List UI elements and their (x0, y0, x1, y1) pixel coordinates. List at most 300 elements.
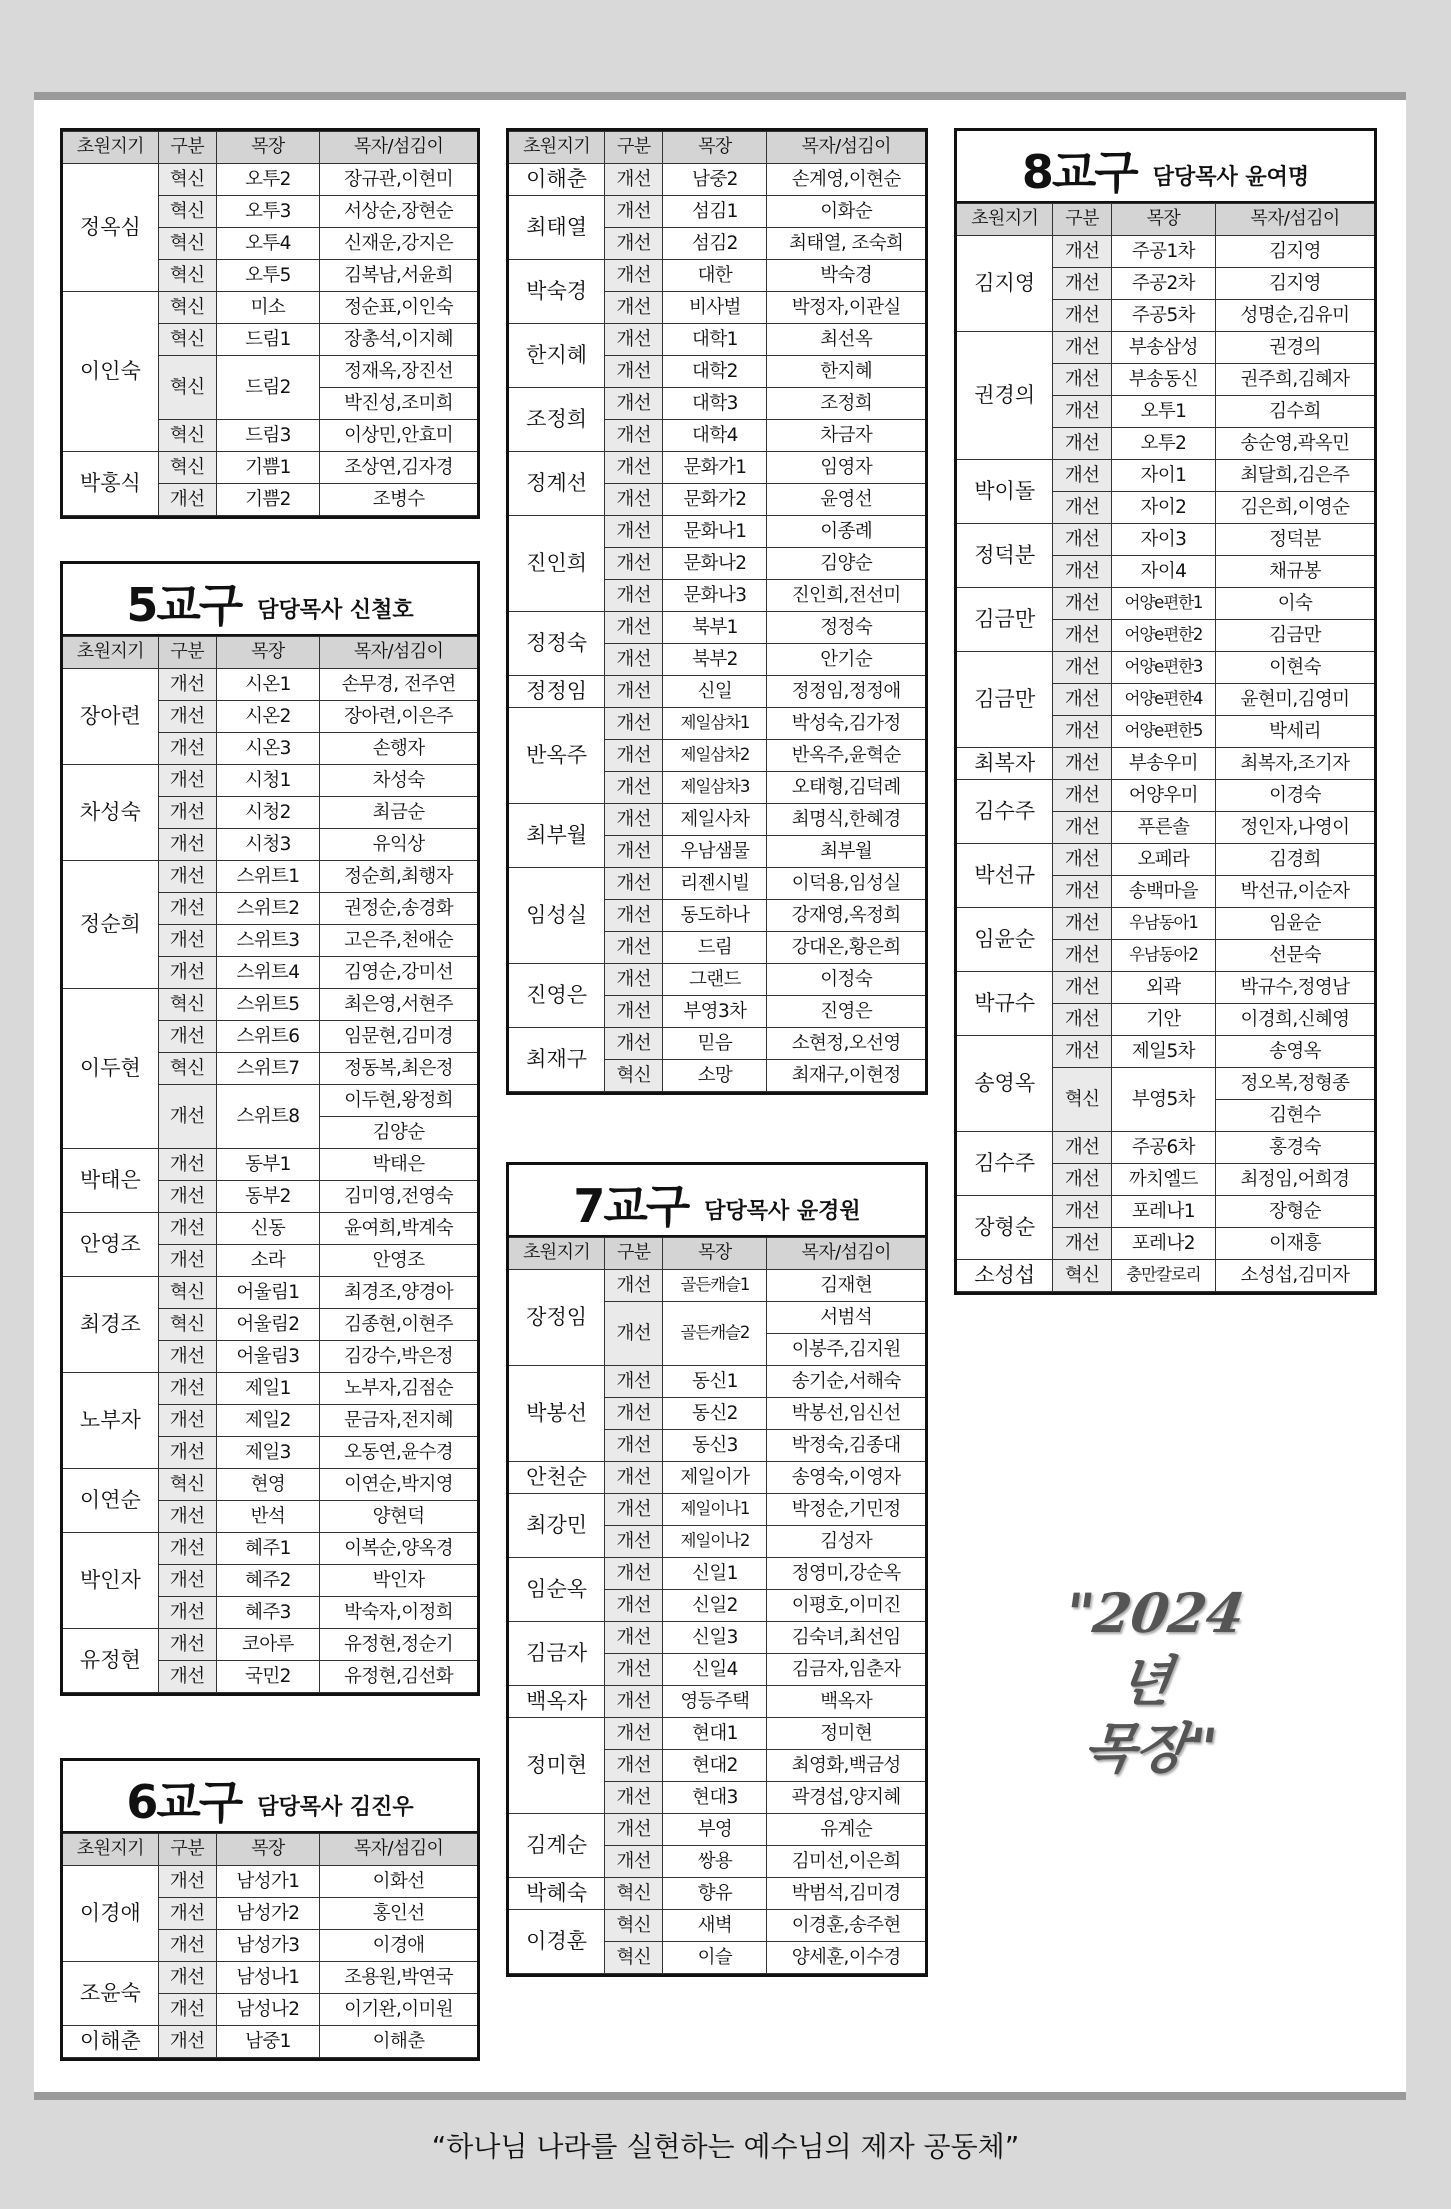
shepherd-names: 이재흥 (1216, 1228, 1374, 1260)
group-name: 혜주2 (216, 1565, 320, 1597)
group-leader: 장정임 (509, 1270, 605, 1366)
type-cell: 개선 (1053, 332, 1111, 364)
shepherd-names: 이화선 (320, 1866, 477, 1898)
group-name: 시청2 (216, 797, 320, 829)
type-cell: 개선 (158, 797, 216, 829)
shepherd-names: 송순영,곽옥민 (1216, 428, 1374, 460)
district-title (63, 564, 477, 636)
table-row (63, 989, 477, 1021)
type-cell: 개선 (158, 1181, 216, 1213)
group-name: 동부2 (216, 1181, 320, 1213)
shepherd-names: 권정순,송경화 (320, 893, 477, 925)
district-table (957, 203, 1374, 1292)
shepherd-names: 장규관,이현미 (320, 164, 477, 196)
shepherd-names: 정순희,최행자 (320, 861, 477, 893)
group-name: 포레나1 (1111, 1196, 1215, 1228)
shepherd-names: 최영화,백금성 (767, 1750, 925, 1782)
group-leader: 박홍식 (63, 452, 158, 516)
shepherd-names: 김지영 (1216, 268, 1374, 300)
group-name: 제일삼차3 (663, 772, 767, 804)
shepherd-names: 성명순,김유미 (1216, 300, 1374, 332)
type-cell: 개선 (158, 1021, 216, 1053)
table-row (509, 676, 925, 708)
table-row (63, 452, 477, 484)
column-header: 목자/섬김이 (320, 132, 477, 164)
type-cell: 개선 (605, 804, 663, 836)
group-name: 스위트8 (216, 1085, 320, 1149)
group-leader: 김금만 (957, 652, 1053, 748)
group-leader: 박태은 (63, 1149, 158, 1213)
group-name: 제일3 (216, 1437, 320, 1469)
column-header: 목장 (216, 132, 320, 164)
shepherd-names: 김강수,박은정 (320, 1341, 477, 1373)
group-name: 어양우미 (1111, 780, 1215, 812)
column-header: 목자/섬김이 (767, 132, 925, 164)
group-name: 스위트1 (216, 861, 320, 893)
group-name: 오투2 (1111, 428, 1215, 460)
table-row (509, 164, 925, 196)
table-row (63, 1533, 477, 1565)
type-cell: 개선 (1053, 876, 1111, 908)
type-cell: 개선 (605, 260, 663, 292)
type-cell: 개선 (1053, 620, 1111, 652)
shepherd-names: 조용원,박연국 (320, 1962, 477, 1994)
shepherd-names: 박태은 (320, 1149, 477, 1181)
shepherd-names: 조상연,김자경 (320, 452, 477, 484)
group-name: 북부2 (663, 644, 767, 676)
type-cell: 개선 (605, 1526, 663, 1558)
district-pastor: 담당목사 윤여명 (1152, 165, 1310, 190)
shepherd-names: 장아련,이은주 (320, 701, 477, 733)
group-leader: 한지혜 (509, 324, 605, 388)
type-cell: 개선 (1053, 556, 1111, 588)
column-header: 초원지기 (63, 132, 158, 164)
type-cell: 개선 (605, 452, 663, 484)
type-cell: 혁신 (605, 1910, 663, 1942)
table-row (63, 1866, 477, 1898)
shepherd-names: 이상민,안효미 (320, 420, 477, 452)
table-row (509, 804, 925, 836)
group-name: 남중2 (663, 164, 767, 196)
group-name: 제일1 (216, 1373, 320, 1405)
table-row (509, 1270, 925, 1302)
shepherd-names: 최정임,어희경 (1216, 1164, 1374, 1196)
shepherd-names: 김금자,임춘자 (767, 1654, 925, 1686)
shepherd-names: 이연순,박지영 (320, 1469, 477, 1501)
shepherd-names: 최태열, 조숙희 (767, 228, 925, 260)
type-cell: 개선 (605, 740, 663, 772)
district-table (509, 1237, 925, 1974)
type-cell: 개선 (1053, 1036, 1111, 1068)
table-row (957, 1260, 1374, 1292)
type-cell: 개선 (605, 1718, 663, 1750)
shepherd-names: 정순표,이인숙 (320, 292, 477, 324)
table-row (63, 1373, 477, 1405)
table-row (63, 1149, 477, 1181)
type-cell: 개선 (605, 196, 663, 228)
district-name: 8교구 (1021, 145, 1137, 199)
group-leader: 정정임 (509, 676, 605, 708)
type-cell: 개선 (158, 957, 216, 989)
group-name: 부송우미 (1111, 748, 1215, 780)
district-title (957, 131, 1374, 203)
group-name: 제일5차 (1111, 1036, 1215, 1068)
group-name: 문화가2 (663, 484, 767, 516)
shepherd-names: 곽경섭,양지혜 (767, 1782, 925, 1814)
table-row (509, 1366, 925, 1398)
group-name: 자이4 (1111, 556, 1215, 588)
group-leader: 김금자 (509, 1622, 605, 1686)
shepherd-names: 조정희 (767, 388, 925, 420)
group-name: 푸른솔 (1111, 812, 1215, 844)
shepherd-names: 이정숙 (767, 964, 925, 996)
district-name: 6교구 (126, 1775, 242, 1829)
group-name: 스위트4 (216, 957, 320, 989)
type-cell: 개선 (605, 1590, 663, 1622)
group-name: 주공2차 (1111, 268, 1215, 300)
shepherd-names: 오태형,김덕례 (767, 772, 925, 804)
type-cell: 개선 (605, 1558, 663, 1590)
group-leader: 임성실 (509, 868, 605, 964)
type-cell: 개선 (158, 1866, 216, 1898)
shepherd-names: 최재구,이현정 (767, 1060, 925, 1092)
type-cell: 개선 (605, 516, 663, 548)
column-header: 목자/섬김이 (1216, 204, 1374, 236)
type-cell: 혁신 (158, 989, 216, 1021)
group-name: 제일이나1 (663, 1494, 767, 1526)
district-title (63, 1761, 477, 1833)
group-name: 어양e편한2 (1111, 620, 1215, 652)
shepherd-names: 유익상 (320, 829, 477, 861)
type-cell: 개선 (158, 1437, 216, 1469)
group-name: 시온2 (216, 701, 320, 733)
shepherd-names: 김숙녀,최선임 (767, 1622, 925, 1654)
shepherd-names: 최선옥 (767, 324, 925, 356)
shepherd-names: 이종례 (767, 516, 925, 548)
type-cell: 개선 (605, 580, 663, 612)
type-cell: 개선 (605, 420, 663, 452)
group-name: 소라 (216, 1245, 320, 1277)
group-name: 기쁨1 (216, 452, 320, 484)
group-name: 향유 (663, 1878, 767, 1910)
table-row (957, 972, 1374, 1004)
type-cell: 개선 (605, 1494, 663, 1526)
group-leader: 임순옥 (509, 1558, 605, 1622)
shepherd-names: 양현덕 (320, 1501, 477, 1533)
table-row (957, 588, 1374, 620)
type-cell: 개선 (605, 1366, 663, 1398)
shepherd-names: 이경애 (320, 1930, 477, 1962)
type-cell: 개선 (158, 925, 216, 957)
group-leader: 박혜숙 (509, 1878, 605, 1910)
shepherd-names: 김종현,이현주 (320, 1309, 477, 1341)
group-name: 부영3차 (663, 996, 767, 1028)
group-leader: 소성섭 (957, 1260, 1053, 1292)
type-cell: 혁신 (158, 292, 216, 324)
group-name: 섬김1 (663, 196, 767, 228)
group-name: 문화가1 (663, 452, 767, 484)
table-row (957, 748, 1374, 780)
group-name: 리젠시빌 (663, 868, 767, 900)
group-name: 자이2 (1111, 492, 1215, 524)
type-cell: 개선 (1053, 524, 1111, 556)
table-row (957, 1196, 1374, 1228)
header-row (957, 204, 1374, 236)
shepherd-names: 김은희,이영순 (1216, 492, 1374, 524)
table-row (509, 1558, 925, 1590)
shepherd-names: 최경조,양경아 (320, 1277, 477, 1309)
shepherd-names: 오동연,윤수경 (320, 1437, 477, 1469)
shepherd-names: 김양순 (320, 1117, 477, 1149)
shepherd-names: 이기완,이미원 (320, 1994, 477, 2026)
group-leader: 이연순 (63, 1469, 158, 1533)
table-row (509, 708, 925, 740)
group-name: 신일1 (663, 1558, 767, 1590)
group-leader: 정옥심 (63, 164, 158, 292)
group-name: 이슬 (663, 1942, 767, 1974)
type-cell: 개선 (605, 836, 663, 868)
type-cell: 개선 (158, 1994, 216, 2026)
shepherd-names: 이봉주,김지원 (767, 1334, 925, 1366)
type-cell: 개선 (158, 1930, 216, 1962)
group-name: 우남샘물 (663, 836, 767, 868)
group-leader: 최복자 (957, 748, 1053, 780)
group-name: 오투2 (216, 164, 320, 196)
shepherd-names: 김지영 (1216, 236, 1374, 268)
group-name: 주공5차 (1111, 300, 1215, 332)
shepherd-names: 강재영,옥정희 (767, 900, 925, 932)
district-name: 7교구 (573, 1179, 689, 1233)
group-name: 북부1 (663, 612, 767, 644)
type-cell: 개선 (605, 356, 663, 388)
type-cell: 개선 (158, 1245, 216, 1277)
group-name: 남성나2 (216, 1994, 320, 2026)
type-cell: 개선 (1053, 1228, 1111, 1260)
group-name: 동신1 (663, 1366, 767, 1398)
group-leader: 박숙경 (509, 260, 605, 324)
type-cell: 혁신 (605, 1878, 663, 1910)
column-header: 목장 (216, 1834, 320, 1866)
group-name: 동신3 (663, 1430, 767, 1462)
district-table (509, 131, 925, 1092)
shepherd-names: 진인희,전선미 (767, 580, 925, 612)
group-leader: 최태열 (509, 196, 605, 260)
shepherd-names: 최복자,조기자 (1216, 748, 1374, 780)
shepherd-names: 소현정,오선영 (767, 1028, 925, 1060)
type-cell: 개선 (158, 1533, 216, 1565)
group-leader: 박봉선 (509, 1366, 605, 1462)
type-cell: 개선 (158, 701, 216, 733)
table-row (63, 164, 477, 196)
group-name: 주공1차 (1111, 236, 1215, 268)
group-name: 어양e편한3 (1111, 652, 1215, 684)
type-cell: 개선 (605, 1846, 663, 1878)
table-row (509, 1718, 925, 1750)
group-name: 자이1 (1111, 460, 1215, 492)
group-name: 문화나2 (663, 548, 767, 580)
shepherd-names: 김재현 (767, 1270, 925, 1302)
group-name: 남성나1 (216, 1962, 320, 1994)
table-row (509, 1622, 925, 1654)
column-header: 구분 (1053, 204, 1111, 236)
type-cell: 개선 (1053, 1196, 1111, 1228)
shepherd-names: 양세훈,이수경 (767, 1942, 925, 1974)
table-row (509, 1686, 925, 1718)
group-name: 어울림1 (216, 1277, 320, 1309)
column-header: 초원지기 (63, 637, 158, 669)
shepherd-names: 정재옥,장진선 (320, 356, 477, 388)
shepherd-names: 서범석 (767, 1302, 925, 1334)
group-name: 혜주1 (216, 1533, 320, 1565)
shepherd-names: 최명식,한혜경 (767, 804, 925, 836)
type-cell: 개선 (158, 829, 216, 861)
group-name: 오투1 (1111, 396, 1215, 428)
group-name: 부송삼성 (1111, 332, 1215, 364)
table-row (957, 524, 1374, 556)
shepherd-names: 정덕분 (1216, 524, 1374, 556)
type-cell: 개선 (1053, 268, 1111, 300)
group-name: 골든캐슬2 (663, 1302, 767, 1366)
shepherd-names: 최달희,김은주 (1216, 460, 1374, 492)
shepherd-names: 정동복,최은정 (320, 1053, 477, 1085)
table-row (509, 1494, 925, 1526)
table-row (63, 1629, 477, 1661)
type-cell: 개선 (158, 1405, 216, 1437)
column-header: 구분 (158, 1834, 216, 1866)
shepherd-names: 차금자 (767, 420, 925, 452)
column-header: 목장 (1111, 204, 1215, 236)
shepherd-names: 손계영,이현순 (767, 164, 925, 196)
group-name: 부송동신 (1111, 364, 1215, 396)
shepherd-names: 이평호,이미진 (767, 1590, 925, 1622)
type-cell: 개선 (158, 2026, 216, 2058)
group-leader: 유정현 (63, 1629, 158, 1693)
group-name: 시온1 (216, 669, 320, 701)
type-cell: 개선 (605, 932, 663, 964)
type-cell: 개선 (1053, 652, 1111, 684)
group-leader: 반옥주 (509, 708, 605, 804)
type-cell: 개선 (605, 1430, 663, 1462)
group-name: 우남동아1 (1111, 908, 1215, 940)
block-6 (60, 1758, 480, 2061)
type-cell: 혁신 (158, 196, 216, 228)
group-name: 대학3 (663, 388, 767, 420)
shepherd-names: 진영은 (767, 996, 925, 1028)
group-name: 섬김2 (663, 228, 767, 260)
header-row (63, 1834, 477, 1866)
type-cell: 개선 (158, 1898, 216, 1930)
type-cell: 개선 (605, 964, 663, 996)
group-leader: 박선규 (957, 844, 1053, 908)
shepherd-names: 윤영선 (767, 484, 925, 516)
type-cell: 개선 (158, 484, 216, 516)
shepherd-names: 이경훈,송주현 (767, 1910, 925, 1942)
group-name: 현대3 (663, 1782, 767, 1814)
type-cell: 혁신 (605, 1942, 663, 1974)
table-row (509, 1910, 925, 1942)
group-leader: 김계순 (509, 1814, 605, 1878)
column-header: 목장 (663, 132, 767, 164)
group-leader: 정미현 (509, 1718, 605, 1814)
group-name: 어양e편한4 (1111, 684, 1215, 716)
group-leader: 최강민 (509, 1494, 605, 1558)
table-row (957, 1036, 1374, 1068)
shepherd-names: 장형순 (1216, 1196, 1374, 1228)
shepherd-names: 이경숙 (1216, 780, 1374, 812)
group-name: 제일2 (216, 1405, 320, 1437)
header-row (63, 637, 477, 669)
year-title-line2: 목장" (1079, 1716, 1221, 1780)
type-cell: 혁신 (158, 1309, 216, 1341)
group-name: 제일이가 (663, 1462, 767, 1494)
table-row (63, 1277, 477, 1309)
group-leader: 박이돌 (957, 460, 1053, 524)
type-cell: 혁신 (158, 260, 216, 292)
group-name: 까치엘드 (1111, 1164, 1215, 1196)
shepherd-names: 김복남,서윤희 (320, 260, 477, 292)
type-cell: 개선 (1053, 940, 1111, 972)
group-leader: 이해춘 (509, 164, 605, 196)
type-cell: 개선 (1053, 300, 1111, 332)
shepherd-names: 박범석,김미경 (767, 1878, 925, 1910)
group-leader: 이인숙 (63, 292, 158, 452)
table-row (63, 1213, 477, 1245)
group-name: 남중1 (216, 2026, 320, 2058)
type-cell: 개선 (605, 772, 663, 804)
column-header: 초원지기 (957, 204, 1053, 236)
shepherd-names: 박정자,이관실 (767, 292, 925, 324)
shepherd-names: 박세리 (1216, 716, 1374, 748)
shepherd-names: 박성숙,김가정 (767, 708, 925, 740)
table-row (509, 260, 925, 292)
table-row (63, 861, 477, 893)
group-name: 동도하나 (663, 900, 767, 932)
shepherd-names: 선문숙 (1216, 940, 1374, 972)
group-name: 시온3 (216, 733, 320, 765)
type-cell: 개선 (605, 900, 663, 932)
group-name: 부영5차 (1111, 1068, 1215, 1132)
table-row (63, 765, 477, 797)
type-cell: 개선 (605, 996, 663, 1028)
type-cell: 개선 (158, 1373, 216, 1405)
group-leader: 이해춘 (63, 2026, 158, 2058)
shepherd-names: 박규수,정영남 (1216, 972, 1374, 1004)
shepherd-names: 박숙경 (767, 260, 925, 292)
shepherd-names: 정정임,정정애 (767, 676, 925, 708)
group-leader: 박규수 (957, 972, 1053, 1036)
group-name: 대한 (663, 260, 767, 292)
shepherd-names: 반옥주,윤혁순 (767, 740, 925, 772)
group-name: 드림1 (216, 324, 320, 356)
type-cell: 개선 (605, 1302, 663, 1366)
type-cell: 개선 (158, 733, 216, 765)
type-cell: 개선 (158, 1629, 216, 1661)
group-leader: 조정희 (509, 388, 605, 452)
group-name: 드림3 (216, 420, 320, 452)
table-row (957, 332, 1374, 364)
group-name: 비사벌 (663, 292, 767, 324)
group-leader: 김수주 (957, 780, 1053, 844)
type-cell: 개선 (158, 765, 216, 797)
type-cell: 혁신 (158, 452, 216, 484)
shepherd-names: 권경의 (1216, 332, 1374, 364)
group-name: 대학4 (663, 420, 767, 452)
shepherd-names: 윤현미,김영미 (1216, 684, 1374, 716)
group-name: 신일4 (663, 1654, 767, 1686)
shepherd-names: 임영자 (767, 452, 925, 484)
column-header: 구분 (158, 637, 216, 669)
shepherd-names: 최금순 (320, 797, 477, 829)
